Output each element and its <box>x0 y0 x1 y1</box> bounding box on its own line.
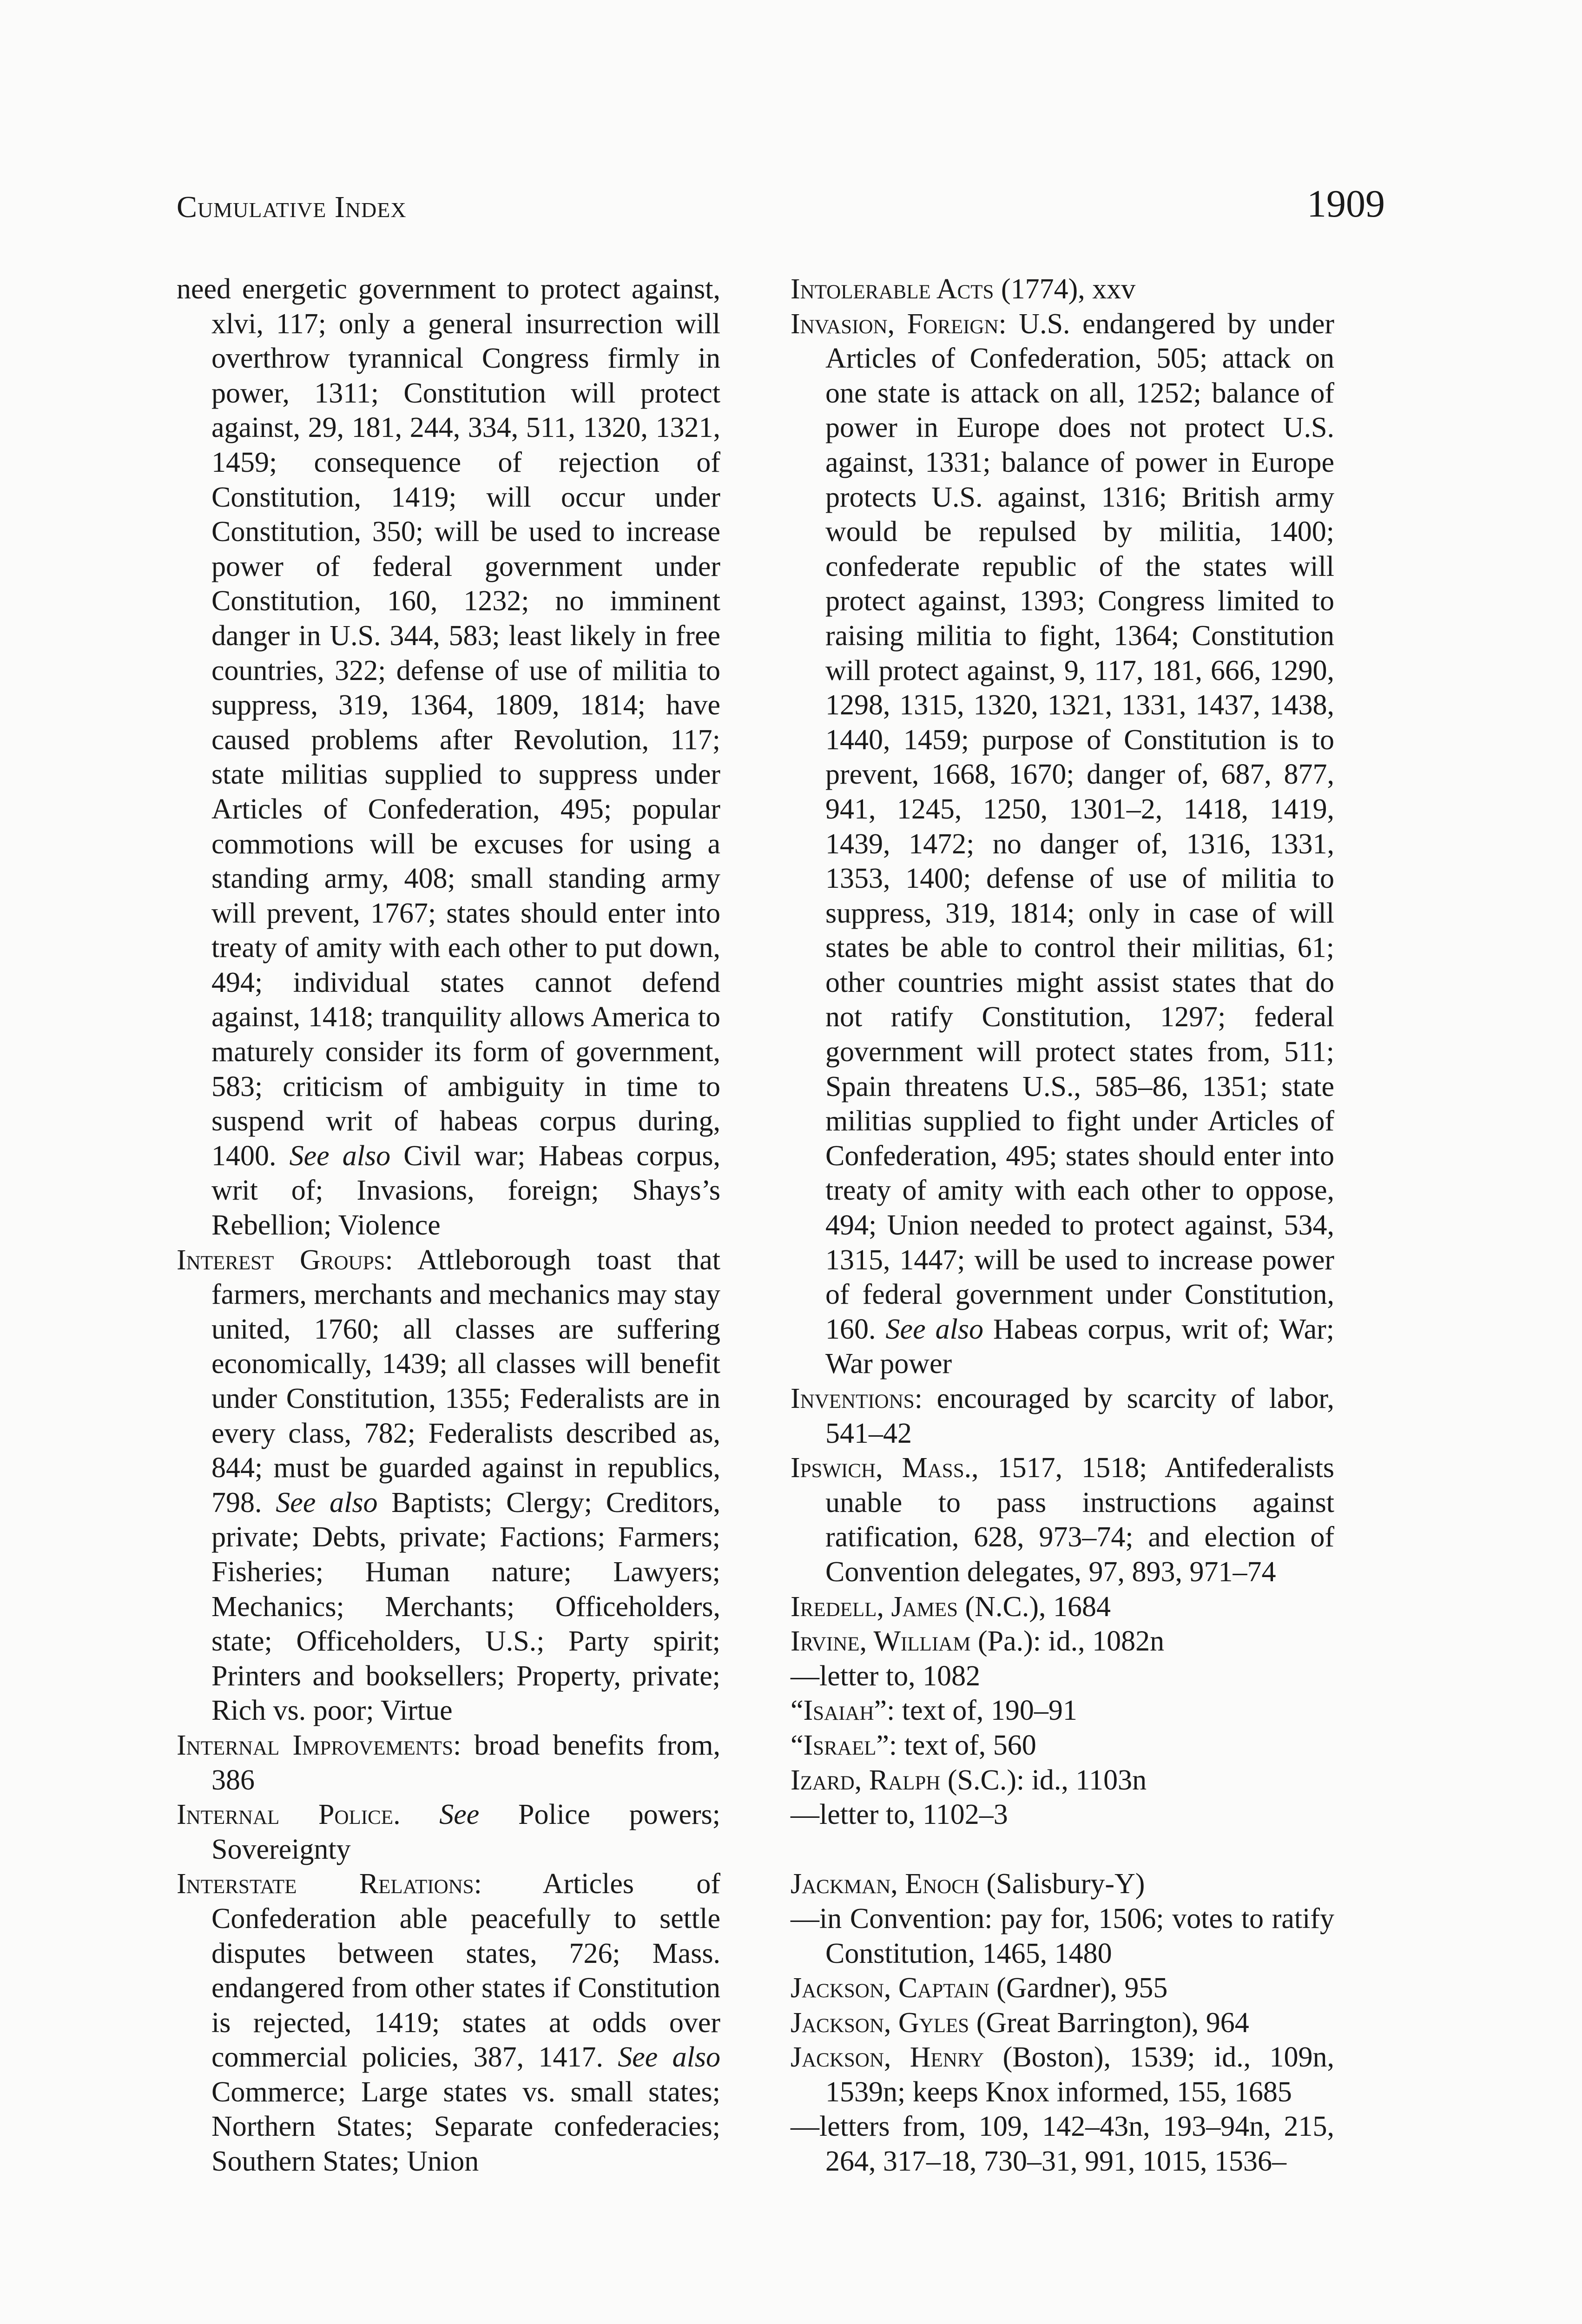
index-entry <box>791 1451 1334 1589</box>
entry-text: , 1517, 1518; Antifederalists unable to pass instructions against ratification, 628, 973–74; and election of Convention delegates, 97, 893, 971–74 <box>825 1452 1334 1588</box>
entry-text: : encouraged by scarcity of labor, 541–42 <box>825 1383 1334 1449</box>
entry-see-also: See also <box>885 1313 983 1345</box>
entry-text: —in Convention: pay for, 1506; votes to ratify Constitution, 1465, 1480 <box>791 1902 1334 1969</box>
entry-text: (Pa.): id., 1082n <box>970 1625 1165 1657</box>
entry-text: (Gardner), 955 <box>989 1972 1168 2004</box>
entry-heading: Intolerable Acts <box>791 273 994 305</box>
index-entry <box>177 1243 720 1728</box>
index-entry <box>791 1971 1334 2006</box>
entry-text: (Boston), 1539; id., 109n, 1539n; keeps Knox informed, 155, 1685 <box>825 2041 1334 2108</box>
entry-heading: Ipswich, Mass. <box>791 1452 972 1484</box>
entry-heading: Jackson, Henry <box>791 2041 984 2073</box>
entry-text: . <box>393 1799 440 1831</box>
entry-see-also: See also <box>276 1486 378 1519</box>
entry-text: —letter to, 1102–3 <box>791 1799 1008 1831</box>
index-subentry <box>791 1797 1334 1832</box>
entry-text: (Great Barrington), 964 <box>969 2007 1249 2039</box>
index-entry <box>791 1728 1334 1763</box>
entry-heading: Interest Groups <box>177 1244 385 1276</box>
index-entry <box>791 1624 1334 1659</box>
entry-text: (S.C.): id., 1103n <box>940 1764 1147 1796</box>
entry-heading: Jackson, Captain <box>791 1972 989 2004</box>
entry-text: —letter to, 1082 <box>791 1660 981 1692</box>
entry-see-also: See also <box>618 2041 720 2073</box>
index-entry <box>791 307 1334 1381</box>
entry-heading: Internal Police <box>177 1799 394 1831</box>
index-entry <box>177 272 720 1243</box>
entry-text: : broad benefits from, 386 <box>211 1729 720 1796</box>
right-column <box>791 272 1334 2179</box>
entry-cross-refs: Police powers; Sovereignty <box>211 1799 721 1865</box>
entry-text: : text of, 560 <box>889 1729 1036 1761</box>
left-column <box>177 272 720 2179</box>
entry-heading: Iredell, James <box>791 1591 958 1623</box>
entry-heading: Interstate Relations <box>177 1868 474 1900</box>
entry-heading: Invasion, Foreign <box>791 308 999 340</box>
entry-see-also: See also <box>289 1140 391 1172</box>
entry-cross-refs: Baptists; Clergy; Creditors, private; Debts, private; Factions; Farmers; Fisheries; Human nature; Lawyers; Mechanics; Merchants; Officeholders, state; Officeholders, U.S.; Party spirit; Printers and booksellers; Property, private; Rich vs. poor; Virtue <box>211 1486 720 1727</box>
index-entry <box>791 2006 1334 2040</box>
entry-text: : Articles of Confederation able peacefully to settle disputes between states, 726; Mass. endangered from other states if Constitution is rejected, 1419; states at odds over commercial policies, 387, 1417. <box>211 1868 720 2073</box>
entry-cross-refs: Civil war; Habeas corpus, writ of; Invasions, foreign; Shays’s Rebellion; Violence <box>211 1140 720 1241</box>
index-entry <box>791 1381 1334 1451</box>
entry-heading: Jackson, Gyles <box>791 2007 969 2039</box>
index-entry <box>177 1728 720 1797</box>
entry-text: (Salisbury-Y) <box>979 1868 1145 1900</box>
entry-text: —letters from, 109, 142–43n, 193–94n, 215, 264, 317–18, 730–31, 991, 1015, 1536– <box>791 2111 1334 2178</box>
entry-text: : text of, 190–91 <box>887 1695 1077 1727</box>
entry-see: See <box>439 1799 480 1831</box>
index-subentry <box>791 2109 1334 2179</box>
entry-text: : Attleborough toast that farmers, merchants and mechanics may stay united, 1760; all classes are suffering economically, 1439; all classes will benefit under Constitution, 1355; Federalists are in every class, 782; Federalists described as, 844; must be guarded against in republics, 798. <box>211 1244 720 1519</box>
entry-text: (N.C.), 1684 <box>958 1591 1111 1623</box>
entry-text: need energetic government to protect against, xlvi, 117; only a general insurrection will overthrow tyrannical Congress firmly in power, 1311; Constitution will protect against, 29, 181, 244, 334, 511, 1320, 1321, 1459; consequence of rejection of Constitution, 1419; will occur under Constitution, 350; will be used to increase power of federal government under Constitution, 160, 1232; no imminent danger in U.S. 344, 583; least likely in free countries, 322; defense of use of militia to suppress, 319, 1364, 1809, 1814; have caused problems after Revolution, 117; state militias supplied to suppress under Articles of Confederation, 495; popular commotions will be excuses for using a standing army, 408; small standing army will prevent, 1767; states should enter into treaty of amity with each other to put down, 494; individual states cannot defend against, 1418; tranquility allows America to maturely consider its form of government, 583; criticism of ambiguity in time to suspend writ of habeas corpus during, 1400. <box>177 273 720 1172</box>
entry-heading: Inventions <box>791 1383 915 1414</box>
entry-heading: Internal Improvements <box>177 1729 453 1761</box>
entry-heading: “Israel” <box>791 1729 889 1761</box>
entry-cross-refs: Habeas corpus, writ of; War; War power <box>825 1313 1335 1380</box>
entry-heading: Irvine, William <box>791 1625 971 1657</box>
page-number: 1909 <box>1307 182 1385 225</box>
index-entry <box>791 1867 1334 1901</box>
entry-heading: “Isaiah” <box>791 1695 887 1727</box>
index-entry <box>791 1590 1334 1624</box>
entry-heading: Izard, Ralph <box>791 1764 941 1796</box>
index-subentry <box>791 1901 1334 1971</box>
running-head-title: Cumulative Index <box>177 190 407 224</box>
index-entry <box>791 2040 1334 2109</box>
entry-text: : U.S. endangered by under Articles of Confederation, 505; attack on one state is attack on all, 1252; balance of power in Europe does not protect U.S. against, 1331; balance of power in Europe protects U.S. against, 1316; British army would be repulsed by militia, 1400; confederate republic of the states will protect against, 1393; Congress limited to raising militia to fight, 1364; Constitution will protect against, 9, 117, 181, 666, 1290, 1298, 1315, 1320, 1321, 1331, 1437, 1438, 1440, 1459; purpose of Constitution is to prevent, 1668, 1670; danger of, 687, 877, 941, 1245, 1250, 1301–2, 1418, 1419, 1439, 1472; no danger of, 1316, 1331, 1353, 1400; defense of use of militia to suppress, 319, 1814; only in case of will states be able to control their militias, 61; other countries might assist states that do not ratify Constitution, 1297; federal government will protect states from, 511; Spain threatens U.S., 585–86, 1351; state militias supplied to fight under Articles of Confederation, 495; states should enter into treaty of amity with each other to oppose, 494; Union needed to protect against, 534, 1315, 1447; will be used to increase power of federal government under Constitution, 160. <box>825 308 1335 1345</box>
entry-heading: Jackman, Enoch <box>791 1868 979 1900</box>
index-entry <box>177 1797 720 1867</box>
entry-cross-refs: Commerce; Large states vs. small states; Northern States; Separate confederacies; Southern States; Union <box>211 2076 720 2178</box>
index-entry <box>791 1763 1334 1798</box>
running-head <box>177 181 1385 232</box>
letter-section-gap <box>791 1832 1334 1867</box>
entry-text: (1774), xxv <box>994 273 1136 305</box>
index-entry <box>791 272 1334 307</box>
index-entry <box>791 1693 1334 1728</box>
index-entry <box>177 1867 720 2179</box>
index-subentry <box>791 1659 1334 1694</box>
